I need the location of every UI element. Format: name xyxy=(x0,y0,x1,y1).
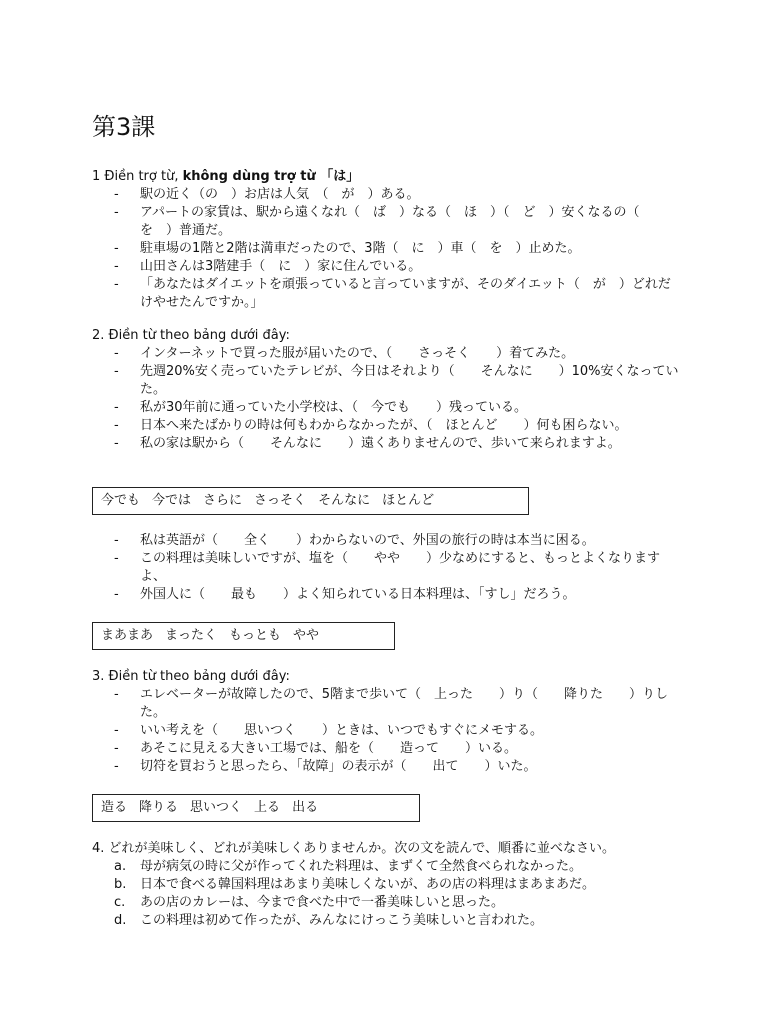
word-bank-box-1 xyxy=(92,487,529,515)
section-1 xyxy=(92,168,682,312)
list-item: - 山田さんは3階建手（ に ）家に住んでいる。 xyxy=(114,259,422,274)
section-1-heading-prefix: 1 Điền trợ từ, xyxy=(92,169,183,184)
word-bank-item: 出る xyxy=(292,800,319,815)
word-bank-box-3 xyxy=(92,794,420,822)
list-item: - 駐車場の1階と2階は満車だったので、3階（ に ）車（ を ）止めた。 xyxy=(114,241,581,256)
list-item: - アパートの家賃は、駅から遠くなれ（ ば ）なる（ ほ ）（ ど ）安くなるの（ を ）普通だ。 xyxy=(114,205,653,238)
word-bank-item: さっそく xyxy=(254,493,307,508)
list-item: c. あの店のカレーは、今まで食べた中で一番美味しいと思った。 xyxy=(114,895,505,910)
word-bank-item: ほとんど xyxy=(382,493,435,508)
word-bank-item: まったく xyxy=(165,628,218,643)
word-bank-item: 上る xyxy=(254,800,281,815)
word-bank-item: 今でも xyxy=(101,493,141,508)
section-2b xyxy=(92,532,682,604)
list-item: - 切符を買おうと思ったら、「故障」の表示が（ 出て ）いた。 xyxy=(114,759,537,774)
section-2 xyxy=(92,327,682,453)
list-item: - 私は英語が（ 全く ）わからないので、外国の旅行の時は本当に困る。 xyxy=(114,533,595,548)
section-2-heading: 2. Điền từ theo bảng dưới đây: xyxy=(92,328,290,343)
list-item: - 外国人に（ 最も ）よく知られている日本料理は、「すし」だろう。 xyxy=(114,587,576,602)
word-bank-box-2 xyxy=(92,622,395,650)
list-item: - 先週20%安く売っていたテレビが、今日はそれより（ そんなに ）10%安くなっていた。 xyxy=(114,364,679,397)
section-1-heading xyxy=(92,168,682,186)
list-item: - 私が30年前に通っていた小学校は、（ 今でも ）残っている。 xyxy=(114,400,528,415)
section-3 xyxy=(92,668,682,776)
section-1-list xyxy=(92,186,682,312)
list-item: b. 日本で食べる韓国料理はあまり美味しくないが、あの店の料理はまあまあだ。 xyxy=(114,877,596,892)
list-item: - あそこに見える大きい工場では、船を（ 造って ）いる。 xyxy=(114,741,518,756)
word-bank-item: 思いつく xyxy=(190,800,243,815)
word-bank-item: さらに xyxy=(203,493,243,508)
list-item: - 駅の近く（の ）お店は人気 （ が ）ある。 xyxy=(114,187,420,202)
page-title: 第3課 xyxy=(92,113,156,141)
list-item: - 日本へ来たばかりの時は何もわからなかったが、（ ほとんど ）何も困らない。 xyxy=(114,418,628,433)
list-item: - 「あなたはダイエットを頑張っていると言っていますが、そのダイエット（ が ）どれだけやせたんですか。」 xyxy=(114,277,671,310)
word-bank-item: もっとも xyxy=(229,628,282,643)
list-item: - この料理は美味しいですが、塩を（ やや ）少なめにすると、もっとよくなりますよ、 xyxy=(114,551,661,584)
list-item: - 私の家は駅から（ そんなに ）遠くありませんので、歩いて来られますよ。 xyxy=(114,436,621,451)
word-bank-item: 降りる xyxy=(139,800,179,815)
list-item: - いい考えを（ 思いつく ）ときは、いつでもすぐにメモする。 xyxy=(114,723,544,738)
word-bank-item: 造る xyxy=(101,800,128,815)
list-item: a. 母が病気の時に父が作ってくれた料理は、まずくて全然食べられなかった。 xyxy=(114,859,583,874)
section-4 xyxy=(92,840,682,930)
section-4-list xyxy=(92,858,682,930)
section-3-heading: 3. Điền từ theo bảng dưới đây: xyxy=(92,669,290,684)
list-item: - エレベーターが故障したので、5階まで歩いて（ 上った ）り（ 降りた ）りした。 xyxy=(114,687,669,720)
section-3-list xyxy=(92,686,682,776)
section-2b-list xyxy=(92,532,682,604)
word-bank-item: まあまあ xyxy=(101,628,154,643)
list-item: d. この料理は初めて作ったが、みんなにけっこう美味しいと言われた。 xyxy=(114,913,544,928)
section-2-list xyxy=(92,345,682,453)
list-item: - インターネットで買った服が届いたので、（ さっそく ）着てみた。 xyxy=(114,346,575,361)
word-bank-item: 今では xyxy=(152,493,192,508)
word-bank-item: やや xyxy=(293,628,320,643)
word-bank-item: そんなに xyxy=(318,493,371,508)
section-1-heading-bold: không dùng trợ từ 「は」 xyxy=(182,169,360,184)
section-4-heading: 4. どれが美味しく、どれが美味しくありませんか。次の文を読んで、順番に並べなさい。 xyxy=(92,841,616,856)
